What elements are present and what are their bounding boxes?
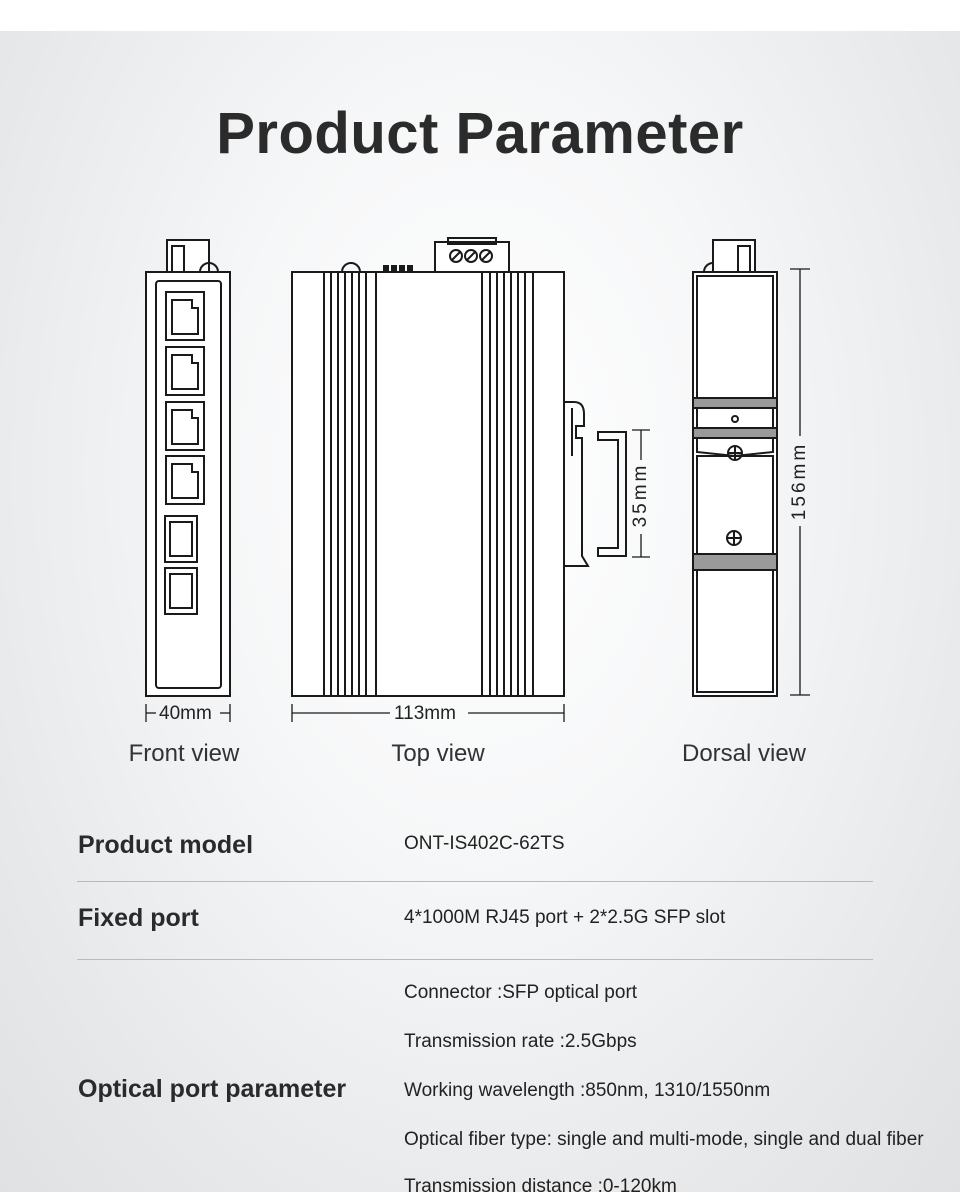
page-title: Product Parameter: [216, 101, 744, 166]
top-view-label: Top view: [391, 740, 485, 767]
spec-divider: [77, 881, 873, 882]
device-height-dimension: 156mm: [789, 441, 810, 521]
rail-height-dimension: 35mm: [630, 462, 651, 528]
spec-value-transmission-distance: Transmission distance :0-120km: [404, 1176, 677, 1192]
spec-value-wavelength: Working wavelength :850nm, 1310/1550nm: [404, 1080, 771, 1101]
spec-value-transmission-rate: Transmission rate :2.5Gbps: [404, 1031, 637, 1052]
spec-divider: [77, 959, 873, 960]
spec-value-connector: Connector :SFP optical port: [404, 982, 638, 1003]
front-width-dimension: 40mm: [159, 703, 212, 724]
front-view-label: Front view: [128, 740, 240, 767]
dorsal-view-label: Dorsal view: [681, 740, 807, 767]
top-view-drawing: [292, 238, 626, 696]
spec-value-product-model: ONT-IS402C-62TS: [404, 833, 565, 854]
spec-value-fiber-type: Optical fiber type: single and multi-mode, single and dual fiber: [404, 1129, 924, 1150]
spec-label-product-model: Product model: [78, 831, 254, 859]
spec-label-optical-port: Optical port parameter: [78, 1075, 347, 1103]
spec-label-fixed-port: Fixed port: [78, 904, 199, 932]
spec-value-fixed-port: 4*1000M RJ45 port + 2*2.5G SFP slot: [404, 907, 726, 928]
top-width-dimension: 113mm: [394, 703, 456, 724]
front-view-drawing: [146, 240, 230, 696]
dorsal-view-drawing: [693, 240, 777, 696]
